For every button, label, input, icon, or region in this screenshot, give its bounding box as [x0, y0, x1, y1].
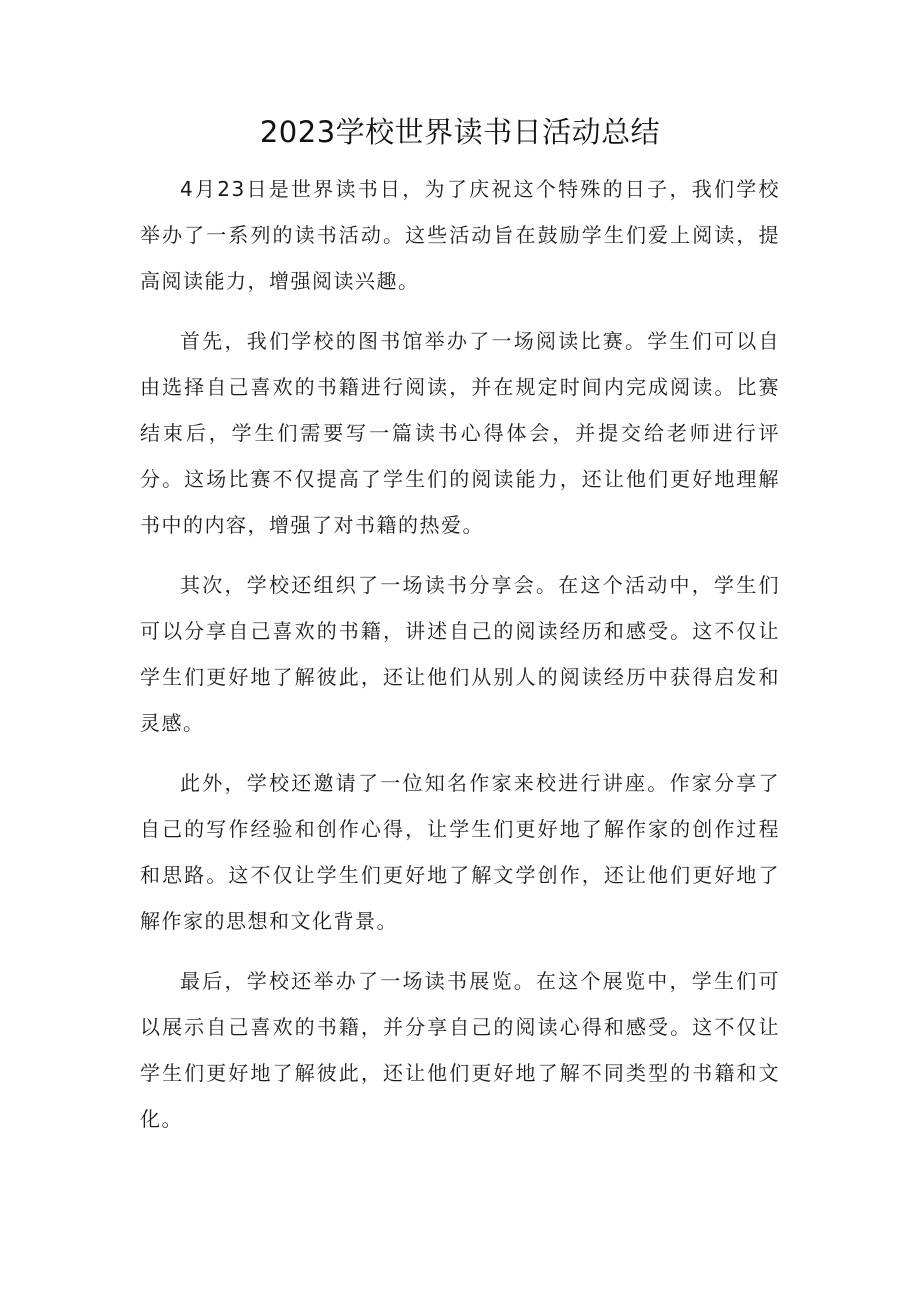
paragraph-intro: 4月23日是世界读书日，为了庆祝这个特殊的日子，我们学校举办了一系列的读书活动。这些活动旨在鼓励学生们爱上阅读，提高阅读能力，增强阅读兴趣。 [140, 177, 780, 293]
paragraph-book-exhibition: 最后，学校还举办了一场读书展览。在这个展览中，学生们可以展示自己喜欢的书籍，并分享自己的阅读心得和感受。这不仅让学生们更好地了解彼此，还让他们更好地了解不同类型的书籍和文化。 [140, 969, 780, 1131]
document-body [140, 166, 780, 1156]
document-title: 2023学校世界读书日活动总结 [259, 115, 661, 149]
paragraph-author-lecture: 此外，学校还邀请了一位知名作家来校进行讲座。作家分享了自己的写作经验和创作心得，让学生们更好地了解作家的创作过程和思路。这不仅让学生们更好地了解文学创作，还让他们更好地了解作家的思想和文化背景。 [140, 771, 780, 933]
paragraph-reading-contest: 首先，我们学校的图书馆举办了一场阅读比赛。学生们可以自由选择自己喜欢的书籍进行阅读，并在规定时间内完成阅读。比赛结束后，学生们需要写一篇读书心得体会，并提交给老师进行评分。这场比赛不仅提高了学生们的阅读能力，还让他们更好地理解书中的内容，增强了对书籍的热爱。 [140, 329, 780, 537]
paragraph-sharing-session: 其次，学校还组织了一场读书分享会。在这个活动中，学生们可以分享自己喜欢的书籍，讲述自己的阅读经历和感受。这不仅让学生们更好地了解彼此，还让他们从别人的阅读经历中获得启发和灵感。 [140, 573, 780, 735]
